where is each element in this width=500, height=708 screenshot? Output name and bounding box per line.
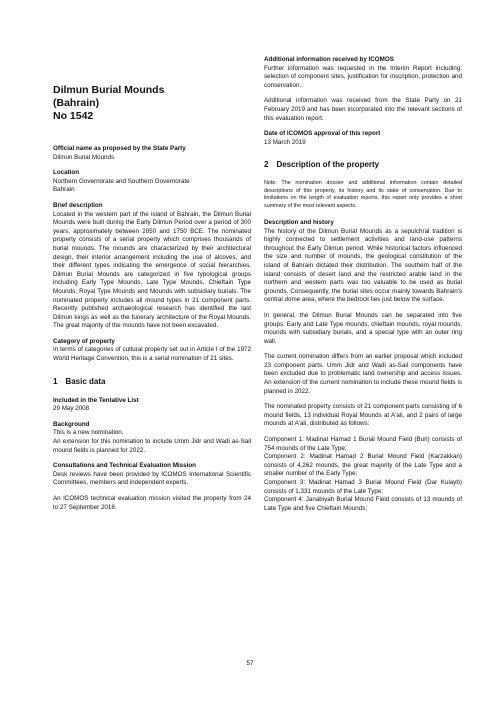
- additional-info-text-1: Further information was requested in the Interim Report including: selection of component sites, justification for inscription, protection and conservation.: [264, 64, 462, 89]
- note-text: Note: The nomination dossier and additional information contain detailed descriptions of this property, its history and its state of conservation. Due to limitations on the length of evaluation reports, this report only provides a short summary of the most relevant aspects.: [264, 180, 462, 209]
- approval-heading: Date of ICOMOS approval of this report: [264, 130, 381, 138]
- additional-info-text-2: Additional information was received from the State Party on 21 February 2019 and has been incorporated into the relevant sections of this evaluation report.: [264, 97, 462, 122]
- section-2-heading: [264, 159, 462, 170]
- category-text: In terms of categories of cultural property set out in Article I of the 1972 World Heritage Convention, this is a serial nomination of 21 sites.: [53, 346, 251, 363]
- brief-description-text: Located in the western part of the island of Bahrain, the Dilmun Burial Mounds were built during the Early Dilmun Period over a period of 300 years, approximately between 2050 and 1750 BCE. The nominated property consists of a serial property which comprises thousands of burial mounds. The mounds are characterized by their architectural design, their interior arrangement including the use of alcoves, and their different types indicating the emergence of social hierarchies. Dilmun Burial Mounds are categorized in five typological groups including Early Type Mounds, Late Type Mounds, Chieftain Type Mounds, Royal Type Mounds and Mounds with subsidiary burials. The nominated property includes all mound types in 21 component parts. Recently published archaeological research has identified the last Dilmun kings as well as the funerary architecture of the Royal Mounds. The great majority of the mounds have not been excavated.: [53, 210, 251, 330]
- left-column: [53, 56, 251, 519]
- description-history-heading: Description and history: [264, 218, 334, 226]
- location-heading: Location: [53, 169, 80, 177]
- tentative-list-value: 29 May 2008: [53, 405, 90, 413]
- official-name-value: Dilmun Burial Mounds: [53, 153, 115, 161]
- category-block: [53, 338, 251, 364]
- description-history-block: [264, 219, 462, 305]
- location-block: [53, 169, 251, 195]
- official-name-heading: Official name as proposed by the State Party: [53, 145, 186, 152]
- current-nomination-text: The current nomination differs from an earlier proposal which included 23 component parts. Umm Jidr and Wadi as-Sail components have been excluded due to problematic land ownership and access issues. An extension of the current nomination to include these mound fields is planned in 2022.: [264, 353, 462, 395]
- title-line-1: Dilmun Burial Mounds: [53, 84, 165, 96]
- section-2-number: 2: [264, 160, 269, 170]
- title-line-2: (Bahrain): [53, 97, 100, 109]
- component-1: Component 1: Madinat Hamad 1 Burial Mound Field (Buri) consists of 754 mounds of the Late Type;: [264, 436, 462, 452]
- section-1-number: 1: [53, 376, 58, 386]
- document-title: [53, 84, 251, 123]
- background-heading: Background: [53, 420, 90, 428]
- section-1-heading: [53, 376, 251, 387]
- section-1-title: Basic data: [65, 376, 106, 386]
- component-4: Component 4: Janabiyah Burial Mound Field consists of 13 mounds of Late Type and five Chieftain Mounds;: [264, 496, 462, 512]
- location-line-1: Northern Governorate and Southern Governorate: [53, 177, 190, 185]
- consultations-text: Desk reviews have been provided by ICOMOS International Scientific Committees, members and independent experts.: [53, 470, 251, 487]
- background-line-1: This is a new nomination.: [53, 429, 124, 437]
- approval-block: [264, 130, 462, 147]
- component-3: Component 3: Madinat Hamad 3 Burial Mound Field (Dar Kulayb) consists of 1,331 mounds of the Late Type;: [264, 479, 462, 495]
- additional-info-heading: Additional information received by ICOMOS: [264, 56, 394, 63]
- mission-text: An ICOMOS technical evaluation mission visited the property from 24 to 27 September 2018.: [53, 495, 251, 511]
- nominated-property-text: The nominated property consists of 21 component parts consisting of 6 mound fields, 13 individual Royal Mounds at A'ali, and 2 pairs of large mounds at A'ali, distributed as follows:: [264, 403, 462, 428]
- official-name-block: [53, 145, 251, 162]
- category-heading: Category of property: [53, 337, 115, 345]
- section-2-title: Description of the property: [276, 160, 380, 170]
- tentative-list-heading: Included in the Tentative List: [53, 396, 139, 404]
- brief-description-block: [53, 202, 251, 331]
- component-2: Component 2: Madinat Hamad 2 Burial Mound Field (Karzakkan) consists of 4,262 mounds, the great majority of the Late Type and a smaller number of the Early Type;: [264, 453, 462, 478]
- consultations-block: [53, 462, 251, 488]
- component-list: [264, 436, 462, 513]
- page-number: 57: [246, 660, 254, 667]
- background-line-2: An extension for this nomination to include Umm Jidr and Wadi as-Sail mound fields is planned for 2022.: [53, 438, 251, 454]
- title-line-3: No 1542: [53, 110, 94, 122]
- consultations-heading: Consultations and Technical Evaluation Mission: [53, 462, 196, 470]
- location-line-2: Bahrain: [53, 186, 75, 194]
- approval-value: 13 March 2019: [264, 138, 306, 146]
- description-history-text: The history of the Dilmun Burial Mounds as a sepulchral tradition is highly connected to settlement activities and land-use patterns throughout the Early Dilmun period. While historical factors influenced the size and number of mounds, the geological constitution of the island of Bahrain dictated their distribution. The southern half of the island consists of desert land and the restricted arable land in the northern and western parts was too valuable to be used as burial grounds. Consequently, the burial sites occur mainly towards Bahrain's central dome area, where the bedrock lies just below the surface.: [264, 227, 462, 304]
- groups-text: In general, the Dilmun Burial Mounds can be separated into five groups: Early and Late Type mounds, chieftain mounds, royal mounds, mounds with subsidiary burials, and a special type with an outer ring wall.: [264, 311, 462, 345]
- additional-info-block: [264, 56, 462, 90]
- right-column: [264, 56, 462, 513]
- tentative-list-block: [53, 397, 251, 414]
- background-block: [53, 421, 251, 455]
- brief-description-heading: Brief description: [53, 201, 103, 209]
